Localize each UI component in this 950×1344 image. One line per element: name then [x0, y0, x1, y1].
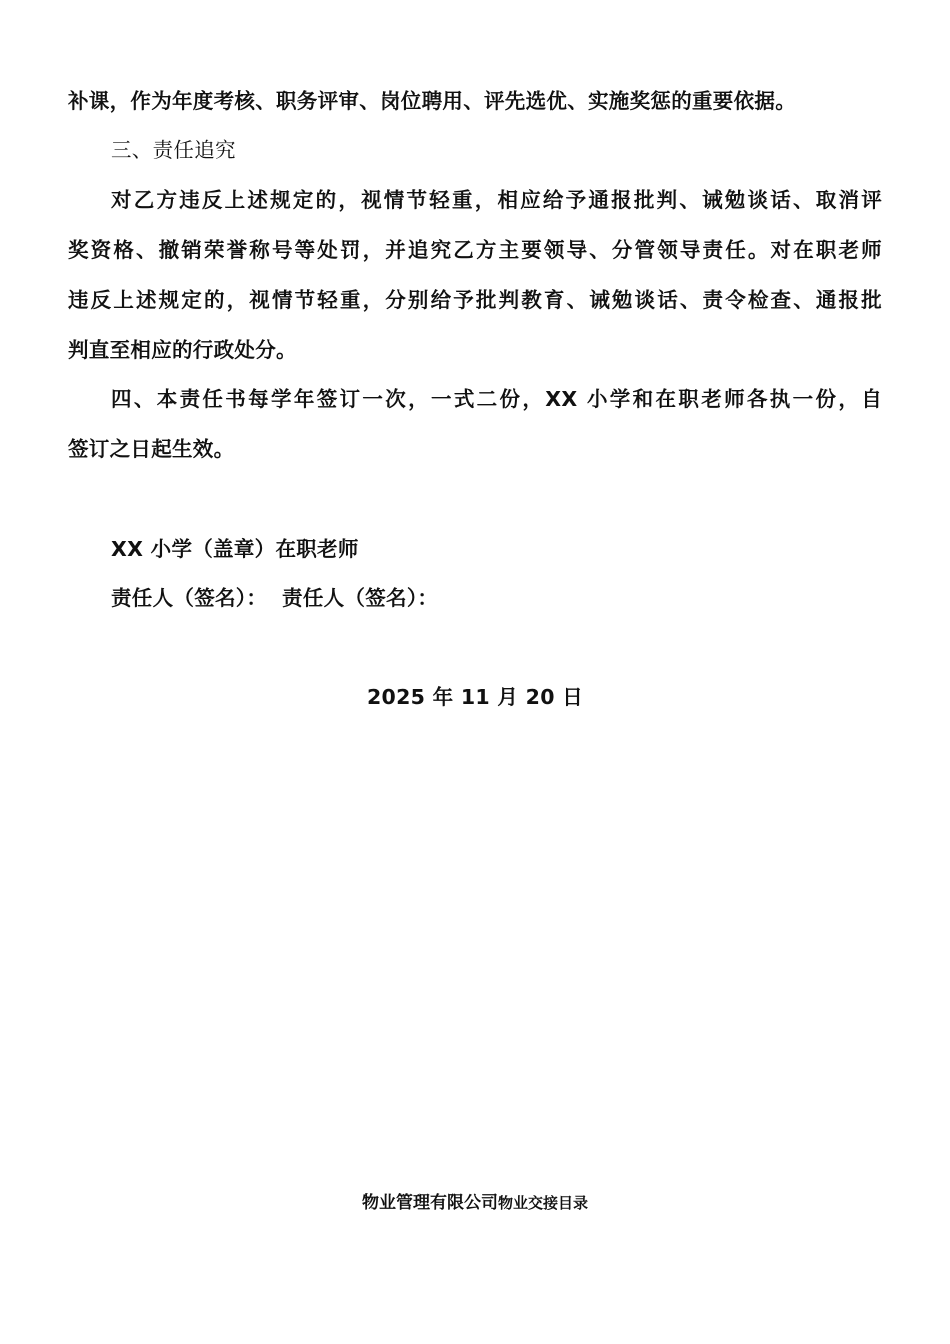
page-footer: [0, 1191, 950, 1215]
footer-doc-title: 物业交接目录: [497, 1194, 588, 1212]
validity-paragraph-line-2: 签订之日起生效。: [68, 437, 235, 461]
footer-company: 物业管理有限公司: [361, 1193, 498, 1213]
section-heading-liability: 三、责任追究: [111, 138, 236, 162]
signature-parties: XX 小学（盖章）在职老师: [111, 537, 359, 561]
signature-signers: 责任人（签名）： 责任人（签名）：: [111, 586, 439, 610]
liability-paragraph-line-3: 违反上述规定的，视情节轻重，分别给予批判教育、诫勉谈话、责令检查、通报批: [68, 288, 882, 312]
liability-paragraph-line-2: 奖资格、撤销荣誉称号等处罚，并追究乙方主要领导、分管领导责任。对在职老师: [68, 238, 882, 262]
liability-paragraph-line-1: 对乙方违反上述规定的，视情节轻重，相应给予通报批判、诫勉谈话、取消评: [111, 188, 882, 212]
signing-date: 2025 年 11 月 20 日: [366, 685, 584, 709]
liability-paragraph-line-4: 判直至相应的行政处分。: [68, 338, 297, 362]
validity-paragraph-line-1: 四、本责任书每学年签订一次，一式二份，XX 小学和在职老师各执一份，自: [111, 387, 882, 411]
body-line-1: 补课，作为年度考核、职务评审、岗位聘用、评先选优、实施奖惩的重要依据。: [68, 89, 796, 113]
